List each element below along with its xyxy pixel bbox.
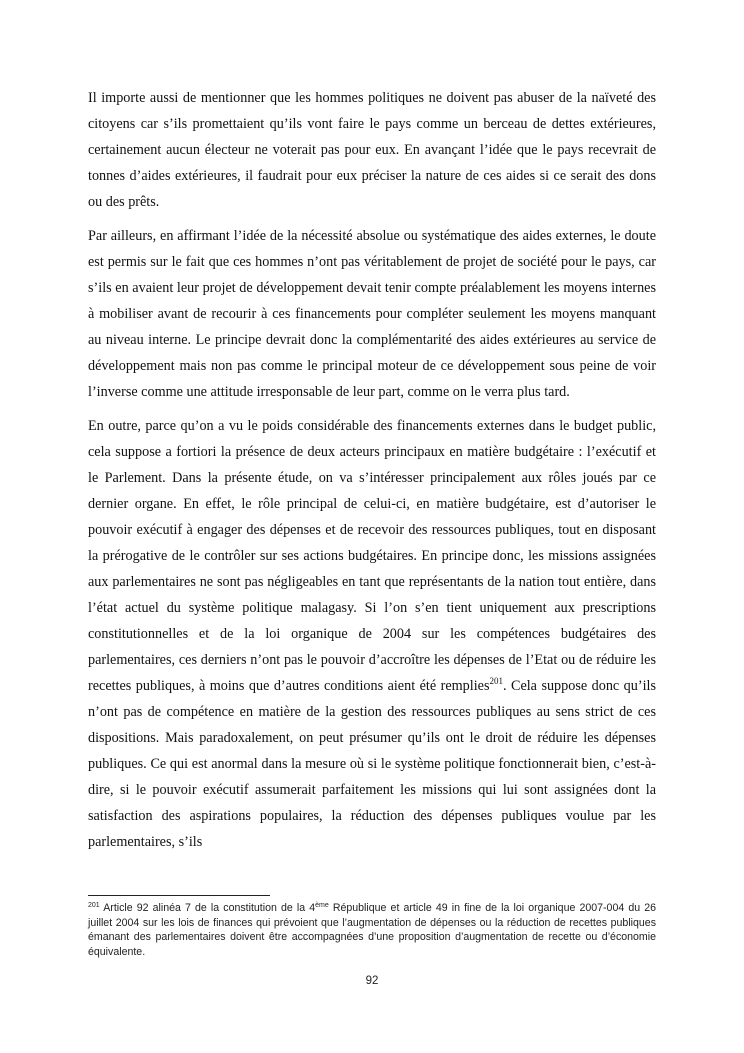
footnote-separator [88,895,270,896]
paragraph-parlement [88,413,656,855]
footnote [88,901,656,959]
footnote-text-after: République et article 49 in fine de la loi organique 2007-004 du 26 juillet 2004 sur les lois de finances qui prévoient que l’augmentation de dépenses ou la réduction de recettes publiques émanant des parlementaires doivent être accompagnées d’une proposition d’augmentation de recette ou d’économie équivalente. [88,902,657,958]
page-number: 92 [365,975,379,987]
footnote-text-before: Article 92 alinéa 7 de la constitution de la 4 [103,902,316,914]
paragraph-aides-externes: Par ailleurs, en affirmant l’idée de la nécessité absolue ou systématique des aides externes, le doute est permis sur le fait que ces hommes n’ont pas véritablement de projet de société pour le pays, car s’ils en avaient leur projet de développement devait tenir compte préalablement les moyens internes à mobiliser avant de recourir à ces financements pour compléter seulement les moyens manquant au niveau interne. Le principe devrait donc la complémentarité des aides extérieures au service de développement mais non pas comme le principal moteur de ce développement sous peine de voir l’inverse comme une attitude irresponsable de leur part, comme on le verra plus tard. [88,228,656,400]
footnote-superscript: ème [315,902,329,909]
paragraph-text-after-ref: . Cela suppose donc qu’ils n’ont pas de compétence en matière de la gestion des ressources publiques au sens strict de ces dispositions. Mais paradoxalement, on peut présumer qu’ils ont le droit de réduire les dépenses publiques. Ce qui est anormal dans la mesure où si le système politique fonctionnerait bien, c’est-à-dire, si le pouvoir exécutif assumerait parfaitement les missions qui lui sont assignées dont la satisfaction des aspirations populaires, la réduction des dépenses publiques voulue par les parlementaires, s’ils [88,678,656,850]
footnote-reference[interactable]: 201 [489,676,503,686]
paragraph-naivete: Il importe aussi de mentionner que les hommes politiques ne doivent pas abuser de la naïveté des citoyens car s’ils promettaient qu’ils vont faire le pays comme un berceau de dettes extérieures, certainement aucun électeur ne voterait pas pour eux. En avançant l’idée que le pays recevrait de tonnes d’aides extérieures, il faudrait pour eux préciser la nature de ces aides si ce serait des dons ou des prêts. [88,90,656,210]
footnote-number: 201 [88,902,100,909]
body-text [88,85,656,863]
paragraph-text-before-ref: En outre, parce qu’on a vu le poids considérable des financements externes dans le budget public, cela suppose a fortiori la présence de deux acteurs principaux en matière budgétaire : l’exécutif et le Parlement. Dans la présente étude, on va s’intéresser principalement aux rôles joués par ce dernier organe. En effet, le rôle principal de celui-ci, en matière budgétaire, est d’autoriser le pouvoir exécutif à engager des dépenses et de recevoir des ressources publiques, tout en disposant la prérogative de le contrôler sur ses actions budgétaires. En principe donc, les missions assignées aux parlementaires ne sont pas négligeables en tant que représentants de la nation tout entière, dans l’état actuel du système politique malagasy. Si l’on s’en tient uniquement aux prescriptions constitutionnelles et de la loi organique de 2004 sur les compétences budgétaires des parlementaires, ces derniers n’ont pas le pouvoir d’accroître les dépenses de l’Etat ou de réduire les recettes publiques, à moins que d’autres conditions aient été remplies [88,418,656,694]
